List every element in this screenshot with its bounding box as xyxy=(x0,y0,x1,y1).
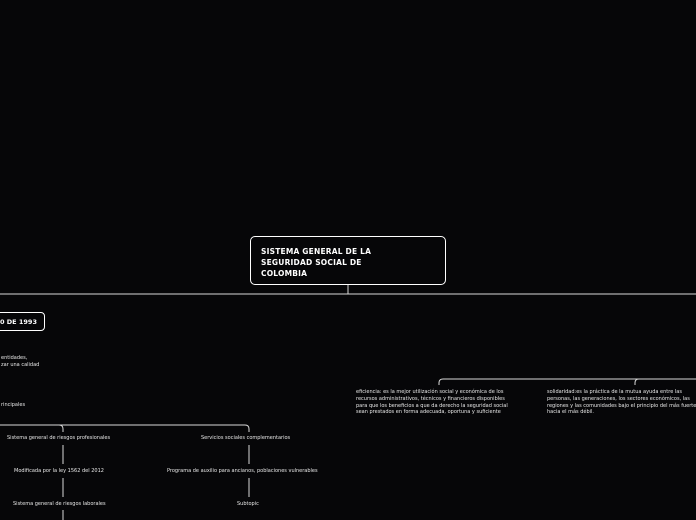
eficiencia-line-3: para que los beneficios a que da derecho la seguridad social xyxy=(356,402,508,409)
riesgos-profesionales-topic[interactable]: Sistema general de riesgos profesionales xyxy=(7,435,111,441)
root-title-line-2: SEGURIDAD SOCIAL DE xyxy=(261,258,362,267)
eficiencia-line-1: eficiencia: es la mejor utilización social y económica de los xyxy=(356,389,504,395)
left-snippet-1-line-1[interactable]: entidades, xyxy=(1,355,28,361)
child2-connector xyxy=(59,425,249,432)
root-topic[interactable] xyxy=(250,236,446,285)
eficiencia-topic[interactable] xyxy=(356,389,508,416)
auxilio-ancianos-topic[interactable]: Programa de auxilio para ancianos, poblaciones vulnerables xyxy=(167,468,318,474)
root-title-line-1: SISTEMA GENERAL DE LA xyxy=(261,247,372,256)
solidaridad-connector xyxy=(635,379,639,385)
child1-connector xyxy=(0,425,63,432)
solidaridad-line-4: hacia el más débil. xyxy=(547,409,594,416)
solidaridad-line-3: regiones y las comunidades bajo el principio del más fuerte xyxy=(547,402,696,409)
ley-1562-topic[interactable]: Modificada por la ley 1562 del 2012 xyxy=(14,468,104,474)
left-snippet-2[interactable]: rincipales xyxy=(1,402,26,408)
solidaridad-line-2: personas, las generaciones, los sectores económicos, las xyxy=(547,395,690,402)
riesgos-laborales-topic[interactable]: Sistema general de riesgos laborales xyxy=(13,501,106,507)
eficiencia-line-4: sean prestados en forma adecuada, oportuna y suficiente xyxy=(356,409,501,416)
servicios-sociales-topic[interactable]: Servicios sociales complementarios xyxy=(201,435,291,441)
solidaridad-line-1: solidaridad:es la práctica de la mutua ayuda entre las xyxy=(547,389,682,395)
left-snippet-1-line-2[interactable]: zar una calidad xyxy=(1,362,40,368)
root-title-line-3: COLOMBIA xyxy=(261,269,308,278)
solidaridad-topic[interactable] xyxy=(547,389,696,416)
subtopic-topic[interactable]: Subtopic xyxy=(237,501,259,507)
law-100-topic[interactable]: 0 DE 1993 xyxy=(0,312,45,331)
eficiencia-line-2: recursos administrativos, técnicos y financieros disponibles xyxy=(356,395,505,402)
principles-connector xyxy=(439,379,696,385)
